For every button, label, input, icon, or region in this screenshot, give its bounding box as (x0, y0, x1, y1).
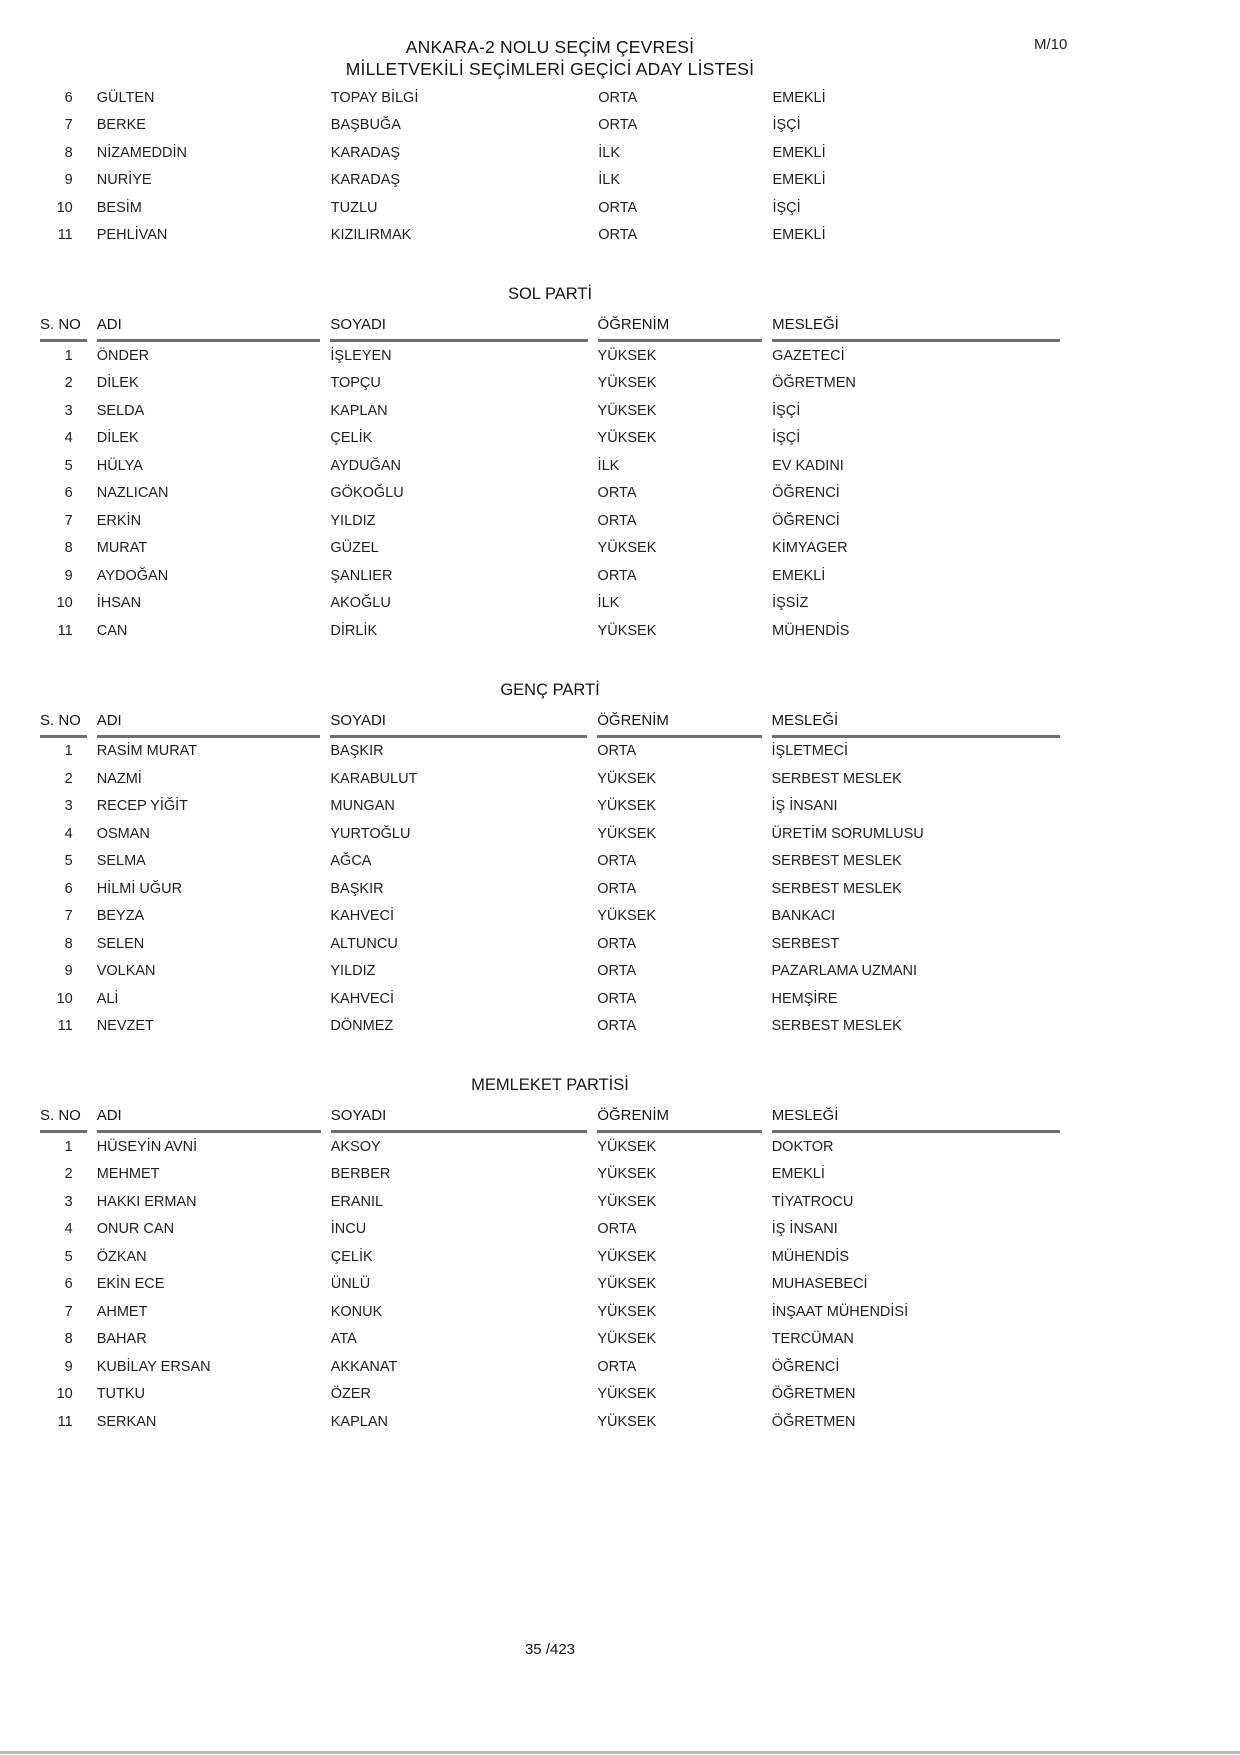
cell-ogrenim: YÜKSEK (597, 402, 657, 419)
cell-ogrenim: YÜKSEK (597, 1138, 657, 1155)
column-header-soyadi: SOYADI (330, 311, 587, 342)
cell-meslegi: MÜHENDİS (772, 622, 850, 639)
candidate-row (40, 903, 1060, 931)
cell-adi: PEHLİVAN (96, 227, 168, 244)
cell-adi: ALİ (96, 990, 119, 1007)
candidate-row (40, 958, 1060, 986)
cell-soyadi: BAŞKIR (330, 743, 384, 760)
cell-adi: SELEN (96, 935, 145, 952)
candidate-row (40, 1188, 1060, 1216)
cell-ogrenim: YÜKSEK (597, 1276, 657, 1293)
cell-soyadi: AKSOY (330, 1138, 381, 1155)
cell-adi: RECEP YİĞİT (96, 798, 189, 815)
cell-meslegi: HEMŞİRE (771, 990, 838, 1007)
cell-soyadi: YILDIZ (330, 963, 376, 980)
column-header-row (40, 707, 1060, 738)
cell-soyadi: BAŞBUĞA (330, 117, 401, 134)
candidate-row (40, 1353, 1060, 1381)
cell-ogrenim: YÜKSEK (597, 908, 657, 925)
cell-soyadi: ŞANLIER (330, 567, 393, 584)
cell-soyadi: MUNGAN (330, 798, 395, 815)
candidate-sections (30, 84, 1070, 1436)
candidates-table (30, 1102, 1070, 1436)
candidate-row (40, 1013, 1060, 1041)
cell-adi: ÖZKAN (96, 1248, 147, 1265)
candidate-row (40, 1271, 1060, 1299)
cell-ogrenim: YÜKSEK (597, 430, 657, 447)
candidate-row (40, 222, 1060, 250)
cell-ogrenim: YÜKSEK (597, 622, 657, 639)
cell-adi: HÜLYA (96, 457, 143, 474)
cell-ogrenim: ORTA (597, 853, 637, 870)
party-title: MEMLEKET PARTİSİ (471, 1076, 629, 1094)
cell-ogrenim: YÜKSEK (597, 798, 657, 815)
candidate-row (40, 1381, 1060, 1409)
cell-ogrenim: İLK (598, 144, 621, 161)
candidate-row (40, 1161, 1060, 1189)
cell-soyadi: İŞLEYEN (330, 347, 392, 364)
cell-ogrenim: ORTA (597, 935, 637, 952)
cell-no: 6 (64, 880, 73, 897)
cell-soyadi: İNCU (330, 1221, 367, 1238)
candidate-row (40, 139, 1060, 167)
cell-adi: BESİM (96, 199, 142, 216)
cell-no: 7 (64, 908, 73, 925)
cell-adi: ONUR CAN (96, 1221, 175, 1238)
cell-ogrenim: ORTA (598, 199, 638, 216)
cell-meslegi: EMEKLİ (772, 144, 826, 161)
candidate-row (40, 930, 1060, 958)
cell-meslegi: GAZETECİ (772, 347, 845, 364)
cell-soyadi: YURTOĞLU (330, 825, 411, 842)
cell-ogrenim: YÜKSEK (597, 770, 657, 787)
page-corner-label: M/10 (1034, 36, 1068, 53)
cell-meslegi: ÖĞRETMEN (771, 1386, 856, 1403)
candidate-row (40, 194, 1060, 222)
candidate-row (40, 1216, 1060, 1244)
cell-meslegi: SERBEST MESLEK (771, 770, 902, 787)
cell-adi: TUTKU (96, 1386, 146, 1403)
candidate-row (40, 1408, 1060, 1436)
cell-no: 5 (64, 457, 73, 474)
column-header-adi: ADI (97, 311, 321, 342)
cell-adi: NEVZET (96, 1018, 154, 1035)
cell-adi: NAZMİ (96, 770, 142, 787)
cell-soyadi: TOPAY BİLGİ (330, 89, 419, 106)
cell-no: 8 (64, 1331, 73, 1348)
cell-meslegi: İŞÇİ (772, 199, 801, 216)
cell-meslegi: İŞÇİ (772, 402, 801, 419)
cell-meslegi: ÖĞRETMEN (771, 1413, 856, 1430)
cell-adi: DİLEK (96, 375, 139, 392)
cell-meslegi: PAZARLAMA UZMANI (771, 963, 918, 980)
cell-adi: DİLEK (96, 430, 139, 447)
cell-soyadi: KARABULUT (330, 770, 418, 787)
candidate-row (40, 397, 1060, 425)
cell-meslegi: İNŞAAT MÜHENDİSİ (771, 1303, 909, 1320)
document-title-line1: ANKARA-2 NOLU SEÇİM ÇEVRESİ (405, 37, 695, 57)
cell-soyadi: ÇELİK (330, 1248, 373, 1265)
cell-soyadi: KAHVECİ (330, 990, 395, 1007)
cell-no: 1 (64, 347, 73, 364)
cell-soyadi: KAPLAN (330, 1413, 388, 1430)
cell-adi: HİLMİ UĞUR (96, 880, 183, 897)
cell-ogrenim: ORTA (597, 963, 637, 980)
column-header-row (40, 311, 1060, 342)
cell-soyadi: BAŞKIR (330, 880, 384, 897)
cell-meslegi: İŞ İNSANI (771, 798, 838, 815)
cell-adi: EKİN ECE (96, 1276, 165, 1293)
cell-ogrenim: YÜKSEK (597, 375, 657, 392)
cell-no: 3 (64, 1193, 73, 1210)
candidate-row (40, 1298, 1060, 1326)
cell-meslegi: BANKACI (771, 908, 836, 925)
cell-soyadi: AKKANAT (330, 1358, 398, 1375)
candidate-row (40, 370, 1060, 398)
cell-no: 11 (57, 1413, 73, 1430)
cell-ogrenim: İLK (598, 172, 621, 189)
party-title: GENÇ PARTİ (500, 680, 600, 699)
cell-ogrenim: ORTA (597, 990, 637, 1007)
cell-soyadi: AKOĞLU (330, 595, 391, 612)
cell-no: 2 (64, 770, 73, 787)
cell-adi: NAZLICAN (96, 485, 169, 502)
cell-no: 7 (64, 512, 73, 529)
cell-ogrenim: ORTA (597, 1018, 637, 1035)
cell-ogrenim: YÜKSEK (597, 1386, 657, 1403)
cell-meslegi: SERBEST MESLEK (771, 853, 902, 870)
cell-adi: HÜSEYİN AVNİ (96, 1138, 198, 1155)
cell-no: 3 (64, 402, 73, 419)
cell-adi: HAKKI ERMAN (96, 1193, 197, 1210)
page-content (30, 0, 1070, 1658)
cell-meslegi: EMEKLİ (771, 1166, 825, 1183)
candidate-row (40, 562, 1060, 590)
cell-meslegi: EV KADINI (772, 457, 844, 474)
cell-ogrenim: İLK (597, 595, 620, 612)
cell-adi: MURAT (96, 540, 148, 557)
cell-no: 9 (64, 172, 73, 189)
document-title-line2: MİLLETVEKİLİ SEÇİMLERİ GEÇİCİ ADAY LİSTESİ (345, 59, 755, 79)
cell-adi: VOLKAN (96, 963, 156, 980)
cell-adi: ERKİN (96, 512, 142, 529)
cell-meslegi: MÜHENDİS (771, 1248, 850, 1265)
cell-adi: AYDOĞAN (96, 567, 169, 584)
candidate-row (40, 167, 1060, 195)
candidate-row (40, 1326, 1060, 1354)
cell-adi: ÖNDER (96, 347, 150, 364)
cell-ogrenim: YÜKSEK (597, 1193, 657, 1210)
cell-soyadi: AYDUĞAN (330, 457, 402, 474)
cell-no: 11 (57, 227, 73, 244)
candidate-row (40, 425, 1060, 453)
cell-adi: SELMA (96, 853, 146, 870)
cell-soyadi: ATA (330, 1331, 357, 1348)
cell-soyadi: ÜNLÜ (330, 1276, 371, 1293)
cell-meslegi: ÖĞRENCİ (772, 512, 840, 529)
cell-adi: MEHMET (96, 1166, 160, 1183)
cell-no: 7 (64, 1303, 73, 1320)
candidate-row (40, 535, 1060, 563)
cell-no: 1 (64, 743, 73, 760)
page-bottom-edge (0, 1751, 1240, 1754)
cell-no: 1 (64, 1138, 73, 1155)
cell-soyadi: TUZLU (330, 199, 378, 216)
cell-ogrenim: YÜKSEK (597, 1248, 657, 1265)
column-header-adi: ADI (97, 707, 321, 738)
cell-no: 4 (64, 430, 73, 447)
cell-meslegi: İŞ İNSANI (771, 1221, 838, 1238)
candidate-row (40, 985, 1060, 1013)
cell-adi: BAHAR (96, 1331, 147, 1348)
page-number: 35 /423 (524, 1640, 576, 1658)
cell-no: 6 (64, 1276, 73, 1293)
cell-ogrenim: ORTA (597, 743, 637, 760)
cell-ogrenim: YÜKSEK (597, 540, 657, 557)
column-header-no: S. NO (40, 311, 87, 342)
cell-soyadi: KARADAŞ (330, 144, 401, 161)
cell-soyadi: DÖNMEZ (330, 1018, 394, 1035)
cell-no: 10 (56, 990, 73, 1007)
cell-meslegi: TİYATROCU (771, 1193, 854, 1210)
cell-soyadi: AĞCA (330, 853, 372, 870)
cell-meslegi: EMEKLİ (772, 89, 826, 106)
cell-ogrenim: ORTA (598, 89, 638, 106)
cell-no: 10 (56, 199, 73, 216)
cell-soyadi: BERBER (330, 1166, 391, 1183)
cell-soyadi: TOPÇU (330, 375, 381, 392)
cell-adi: GÜLTEN (96, 89, 155, 106)
candidate-row (40, 848, 1060, 876)
cell-adi: BERKE (96, 117, 146, 134)
cell-ogrenim: ORTA (597, 1358, 637, 1375)
candidate-row (40, 793, 1060, 821)
cell-no: 4 (64, 825, 73, 842)
column-header-no: S. NO (40, 707, 87, 738)
cell-meslegi: EMEKLİ (772, 227, 826, 244)
cell-soyadi: KAPLAN (330, 402, 388, 419)
cell-ogrenim: YÜKSEK (597, 1303, 657, 1320)
cell-meslegi: EMEKLİ (772, 567, 826, 584)
cell-meslegi: ÖĞRETMEN (772, 375, 856, 392)
candidate-row (40, 1133, 1060, 1161)
column-header-ogrenim: ÖĞRENİM (597, 1102, 761, 1133)
cell-soyadi: KIZILIRMAK (330, 227, 412, 244)
cell-ogrenim: YÜKSEK (597, 347, 657, 364)
candidates-table (30, 84, 1070, 249)
cell-ogrenim: ORTA (597, 512, 637, 529)
cell-ogrenim: ORTA (597, 880, 637, 897)
cell-meslegi: SERBEST MESLEK (771, 880, 902, 897)
cell-soyadi: ALTUNCU (330, 935, 398, 952)
cell-adi: SELDA (96, 402, 145, 419)
candidate-row (40, 875, 1060, 903)
cell-ogrenim: YÜKSEK (597, 1166, 657, 1183)
cell-ogrenim: ORTA (598, 227, 638, 244)
cell-no: 7 (64, 117, 73, 134)
cell-no: 6 (64, 89, 73, 106)
candidate-row (40, 765, 1060, 793)
cell-soyadi: KARADAŞ (330, 172, 401, 189)
candidate-row (40, 590, 1060, 618)
cell-no: 11 (57, 1018, 73, 1035)
candidate-row (40, 342, 1060, 370)
cell-meslegi: DOKTOR (771, 1138, 834, 1155)
cell-no: 2 (64, 375, 73, 392)
column-header-no: S. NO (40, 1102, 87, 1133)
cell-no: 10 (56, 595, 73, 612)
cell-ogrenim: YÜKSEK (597, 1331, 657, 1348)
cell-meslegi: İŞÇİ (772, 430, 801, 447)
cell-adi: NİZAMEDDİN (96, 144, 187, 161)
cell-meslegi: SERBEST MESLEK (771, 1018, 902, 1035)
cell-soyadi: DİRLİK (330, 622, 378, 639)
cell-soyadi: ERANIL (330, 1193, 384, 1210)
cell-no: 9 (64, 1358, 73, 1375)
column-header-meslegi: MESLEĞİ (772, 1102, 1060, 1133)
cell-soyadi: YILDIZ (330, 512, 376, 529)
cell-no: 8 (64, 935, 73, 952)
cell-soyadi: ÖZER (330, 1386, 372, 1403)
cell-no: 11 (57, 622, 73, 639)
cell-meslegi: ÖĞRENCİ (771, 1358, 840, 1375)
cell-meslegi: ÜRETİM SORUMLUSU (771, 825, 924, 842)
candidate-row (40, 480, 1060, 508)
cell-soyadi: KONUK (330, 1303, 383, 1320)
candidate-row (40, 452, 1060, 480)
cell-soyadi: GÖKOĞLU (330, 485, 404, 502)
candidate-row (40, 84, 1060, 112)
cell-soyadi: ÇELİK (330, 430, 373, 447)
cell-ogrenim: İLK (597, 457, 620, 474)
cell-adi: BEYZA (96, 908, 145, 925)
column-header-soyadi: SOYADI (331, 1102, 588, 1133)
cell-no: 8 (64, 540, 73, 557)
candidate-row (40, 738, 1060, 766)
candidates-table (30, 707, 1070, 1041)
cell-adi: RASİM MURAT (96, 743, 198, 760)
candidate-row (40, 112, 1060, 140)
cell-soyadi: GÜZEL (330, 540, 379, 557)
candidate-row (40, 507, 1060, 535)
column-header-row (40, 1102, 1060, 1133)
cell-adi: NURİYE (96, 172, 152, 189)
cell-ogrenim: ORTA (597, 1221, 637, 1238)
cell-meslegi: TERCÜMAN (771, 1331, 854, 1348)
cell-adi: OSMAN (96, 825, 150, 842)
column-header-ogrenim: ÖĞRENİM (598, 311, 763, 342)
cell-no: 6 (64, 485, 73, 502)
cell-no: 8 (64, 144, 73, 161)
cell-meslegi: İŞSİZ (772, 595, 809, 612)
cell-meslegi: ÖĞRENCİ (772, 485, 840, 502)
cell-ogrenim: ORTA (597, 485, 637, 502)
candidate-row (40, 1243, 1060, 1271)
cell-no: 10 (56, 1386, 73, 1403)
party-title: SOL PARTİ (507, 285, 593, 303)
cell-no: 5 (64, 853, 73, 870)
cell-no: 3 (64, 798, 73, 815)
cell-adi: İHSAN (96, 595, 142, 612)
cell-ogrenim: ORTA (597, 567, 637, 584)
column-header-soyadi: SOYADI (330, 707, 587, 738)
cell-ogrenim: YÜKSEK (597, 1413, 657, 1430)
cell-soyadi: KAHVECİ (330, 908, 395, 925)
column-header-adi: ADI (97, 1102, 321, 1133)
cell-adi: KUBİLAY ERSAN (96, 1358, 211, 1375)
cell-adi: CAN (96, 622, 128, 639)
cell-no: 9 (64, 567, 73, 584)
cell-ogrenim: ORTA (598, 117, 638, 134)
cell-no: 2 (64, 1166, 73, 1183)
cell-no: 9 (64, 963, 73, 980)
cell-adi: SERKAN (96, 1413, 157, 1430)
candidates-table (30, 311, 1070, 645)
cell-meslegi: MUHASEBECİ (771, 1276, 868, 1293)
cell-meslegi: EMEKLİ (772, 172, 826, 189)
column-header-meslegi: MESLEĞİ (772, 707, 1061, 738)
cell-no: 4 (64, 1221, 73, 1238)
candidate-row (40, 820, 1060, 848)
cell-no: 5 (64, 1248, 73, 1265)
column-header-meslegi: MESLEĞİ (772, 311, 1060, 342)
column-header-ogrenim: ÖĞRENİM (597, 707, 761, 738)
cell-meslegi: İŞLETMECİ (771, 743, 849, 760)
cell-adi: AHMET (96, 1303, 148, 1320)
candidate-row (40, 617, 1060, 645)
cell-ogrenim: YÜKSEK (597, 825, 657, 842)
cell-meslegi: İŞÇİ (772, 117, 801, 134)
cell-meslegi: KİMYAGER (772, 540, 848, 557)
cell-meslegi: SERBEST (771, 935, 840, 952)
